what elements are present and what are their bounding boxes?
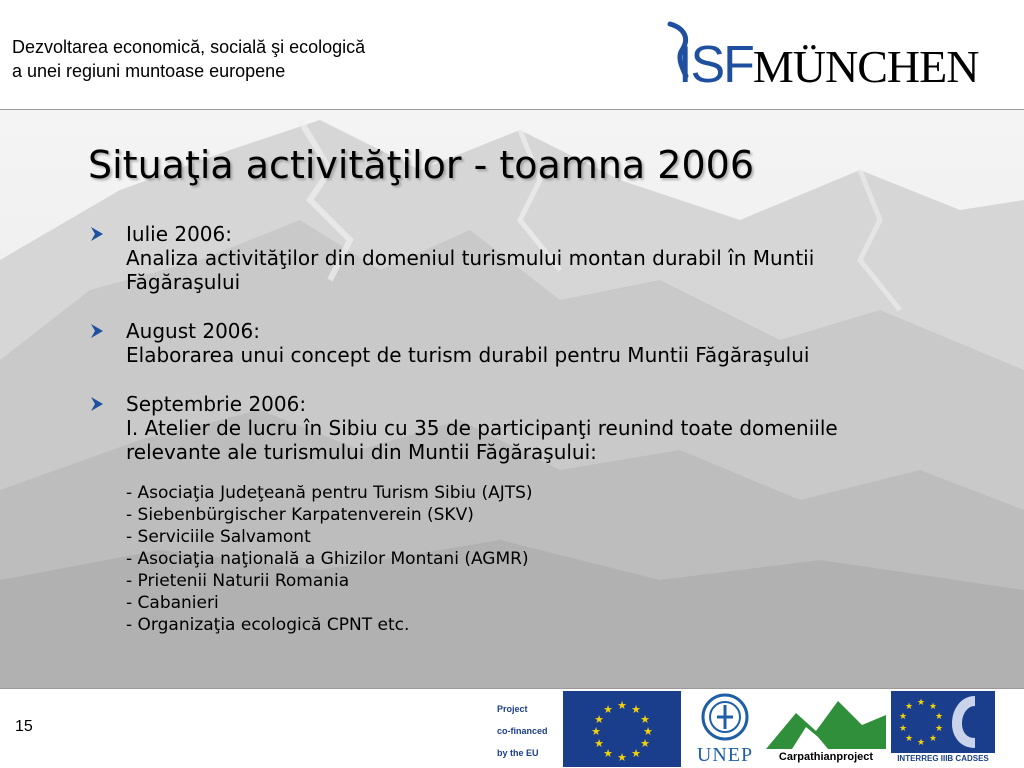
bullet-text-line: relevante ale turismului din Muntii Făgăraşului: — [126, 440, 597, 464]
interreg-label: INTERREG IIIB CADSES — [897, 754, 989, 763]
cofinance-line: Project — [497, 704, 528, 714]
svg-text:★: ★ — [928, 702, 938, 712]
bullet-text-line: Elaborarea unui concept de turism durabil pentru Muntii Făgăraşului — [126, 343, 810, 367]
svg-text:★: ★ — [594, 737, 604, 750]
svg-text:★: ★ — [928, 734, 938, 744]
participant-item: - Cabanieri — [126, 593, 219, 613]
participant-item: - Serviciile Salvamont — [126, 527, 311, 547]
cofinance-note — [497, 698, 561, 764]
arrow-bullet-icon — [88, 394, 106, 414]
svg-text:★: ★ — [640, 713, 650, 726]
svg-text:★: ★ — [916, 698, 926, 708]
svg-text:★: ★ — [904, 702, 914, 712]
participant-list — [126, 482, 968, 636]
svg-text:★: ★ — [898, 712, 908, 722]
logo-isf-text: ISF — [678, 36, 753, 94]
bullet-text-line: Făgăraşului — [126, 270, 241, 294]
svg-text:★: ★ — [631, 747, 641, 760]
bullet-item-august — [88, 319, 968, 367]
unep-label: UNEP — [696, 744, 754, 766]
subtitle-line-1: Dezvoltarea economică, socială şi ecologică — [12, 37, 366, 57]
participant-item: - Prietenii Naturii Romania — [126, 571, 350, 591]
logo-wordmark — [678, 34, 978, 108]
svg-text:★: ★ — [904, 734, 914, 744]
subtitle-line-2: a unei regiuni muntoase europene — [12, 61, 286, 81]
svg-text:★: ★ — [934, 712, 944, 722]
carpathian-mountain-icon — [766, 691, 886, 749]
svg-text:★: ★ — [617, 699, 627, 712]
bullet-heading: Septembrie 2006: — [126, 392, 307, 416]
page-number: 15 — [15, 718, 33, 735]
unep-emblem-icon — [685, 691, 765, 747]
cofinance-line: co-financed — [497, 726, 548, 736]
arrow-bullet-icon — [88, 321, 106, 341]
svg-text:★: ★ — [594, 713, 604, 726]
bullet-item-september — [88, 392, 968, 636]
svg-text:★: ★ — [603, 703, 613, 716]
slide-title: Situaţia activităţilor - toamna 2006 — [88, 143, 755, 187]
bullet-list — [88, 222, 968, 661]
bullet-item-july — [88, 222, 968, 294]
interreg-logo-icon — [891, 691, 995, 753]
participant-item: - Organizaţia ecologică CPNT etc. — [126, 615, 410, 635]
svg-text:★: ★ — [916, 738, 926, 748]
svg-text:★: ★ — [898, 724, 908, 734]
svg-text:★: ★ — [934, 724, 944, 734]
bullet-text-line: I. Atelier de lucru în Sibiu cu 35 de participanţi reunind toate domeniile — [126, 416, 838, 440]
participant-item: - Asociaţia naţională a Ghizilor Montani (AGMR) — [126, 549, 529, 569]
svg-text:★: ★ — [640, 737, 650, 750]
svg-text:★: ★ — [603, 747, 613, 760]
svg-text:★: ★ — [631, 703, 641, 716]
carpathian-label: Carpathianproject — [778, 751, 874, 763]
isf-munchen-logo — [664, 20, 1004, 92]
svg-text:★: ★ — [643, 725, 653, 738]
bullet-heading: August 2006: — [126, 319, 260, 343]
bullet-text-line: Analiza activităţilor din domeniul turismului montan durabil în Muntii — [126, 246, 815, 270]
svg-text:★: ★ — [591, 725, 601, 738]
arrow-bullet-icon — [88, 224, 106, 244]
eu-flag-icon — [563, 691, 681, 767]
participant-item: - Siebenbürgischer Karpatenverein (SKV) — [126, 505, 474, 525]
cofinance-line: by the EU — [497, 748, 539, 758]
svg-text:★: ★ — [617, 751, 627, 764]
header-subtitle — [12, 35, 532, 83]
bullet-heading: Iulie 2006: — [126, 222, 232, 246]
header-divider — [0, 109, 1024, 110]
logo-city-text: MÜNCHEN — [752, 41, 979, 92]
footer-divider — [0, 688, 1024, 689]
participant-item: - Asociaţia Judeţeană pentru Turism Sibiu (AJTS) — [126, 483, 533, 503]
